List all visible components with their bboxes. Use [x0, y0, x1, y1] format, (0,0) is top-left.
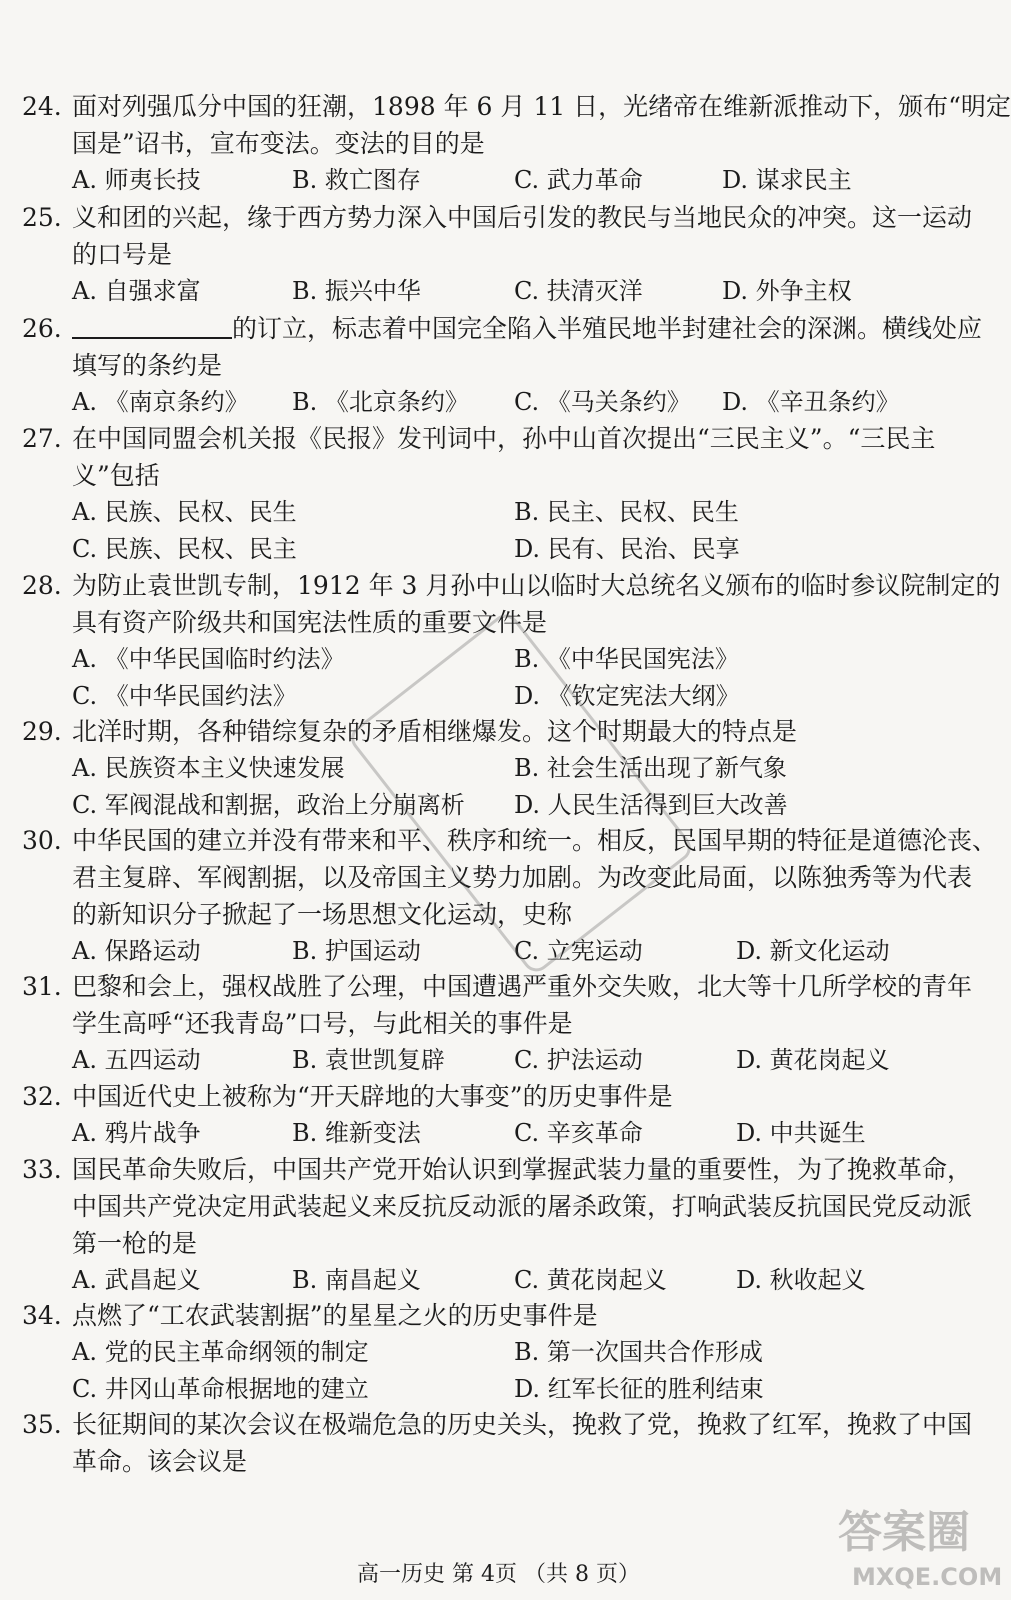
- option-b: B. 《北京条约》: [292, 388, 469, 416]
- option-c: C. 井冈山革命根据地的建立: [72, 1375, 369, 1403]
- option-c: C. 军阀混战和割据，政治上分崩离析: [72, 791, 465, 819]
- option-c: C. 《马关条约》: [514, 388, 691, 416]
- option-c: C. 《中华民国约法》: [72, 682, 297, 710]
- options-row: [0, 273, 997, 310]
- options-row: [0, 1334, 997, 1371]
- option-a: A. 自强求富: [72, 277, 201, 305]
- option-d: D. 红军长征的胜利结束: [514, 1375, 764, 1403]
- question-stem: [0, 88, 1011, 162]
- question-number: 28.: [22, 571, 62, 600]
- question-32: [0, 1078, 997, 1152]
- stem-line: 填写的条约是: [72, 351, 223, 380]
- option-a: A. 武昌起义: [72, 1266, 201, 1294]
- option-d: D. 外争主权: [722, 277, 852, 305]
- option-c: C. 扶清灭洋: [514, 277, 643, 305]
- stem-line: 中国近代史上被称为“开天辟地的大事变”的历史事件是: [72, 1082, 673, 1111]
- question-number: 27.: [22, 424, 62, 453]
- stem-line: 长征期间的某次会议在极端危急的历史关头，挽救了党，挽救了红军，挽救了中国: [72, 1410, 973, 1439]
- stem-line: 革命。该会议是: [72, 1447, 248, 1476]
- question-stem: [0, 968, 997, 1042]
- question-stem: [0, 1297, 997, 1334]
- question-number: 31.: [22, 972, 62, 1001]
- question-number: 26.: [22, 314, 62, 343]
- question-number: 29.: [22, 717, 62, 746]
- options-row: [0, 1371, 997, 1408]
- question-27: [0, 420, 997, 568]
- question-31: [0, 968, 997, 1079]
- question-34: [0, 1297, 997, 1408]
- stem-line: 义”包括: [72, 461, 160, 490]
- question-number: 32.: [22, 1082, 62, 1111]
- stem-line: 点燃了“工农武装割据”的星星之火的历史事件是: [72, 1301, 598, 1330]
- page-footer: 高一历史 第 4页 （共 8 页）: [357, 1562, 640, 1587]
- option-d: D. 秋收起义: [736, 1266, 866, 1294]
- question-33: [0, 1151, 997, 1299]
- option-b: B. 救亡图存: [292, 166, 421, 194]
- option-c: C. 立宪运动: [514, 937, 643, 965]
- question-number: 33.: [22, 1155, 62, 1184]
- question-25: [0, 199, 997, 310]
- option-d: D. 人民生活得到巨大改善: [514, 791, 788, 819]
- option-b: B. 振兴中华: [292, 277, 421, 305]
- stem-line: 义和团的兴起，缘于西方势力深入中国后引发的教民与当地民众的冲突。这一运动: [72, 203, 973, 232]
- option-a: A. 保路运动: [72, 937, 201, 965]
- option-b: B. 袁世凯复辟: [292, 1046, 445, 1074]
- stem-line: 第一枪的是: [72, 1229, 198, 1258]
- question-24: [0, 88, 1011, 199]
- option-a: A. 《南京条约》: [72, 388, 249, 416]
- option-d: D. 中共诞生: [736, 1119, 866, 1147]
- option-b: B. 《中华民国宪法》: [514, 645, 739, 673]
- stem-line: 具有资产阶级共和国宪法性质的重要文件是: [72, 608, 548, 637]
- option-b: B. 南昌起义: [292, 1266, 421, 1294]
- option-a: A. 民族资本主义快速发展: [72, 754, 345, 782]
- option-a: A. 师夷长技: [72, 166, 201, 194]
- options-row: [0, 162, 997, 199]
- option-c: C. 护法运动: [514, 1046, 643, 1074]
- question-stem: [0, 1406, 997, 1480]
- option-d: D. 黄花岗起义: [736, 1046, 890, 1074]
- question-number: 25.: [22, 203, 62, 232]
- stem-line: 为防止袁世凯专制，1912 年 3 月孙中山以临时大总统名义颁布的临时参议院制定的: [72, 571, 1001, 600]
- option-a: A. 民族、民权、民生: [72, 498, 297, 526]
- question-number: 24.: [22, 92, 62, 121]
- option-a: A. 《中华民国临时约法》: [72, 645, 345, 673]
- option-c: C. 辛亥革命: [514, 1119, 643, 1147]
- stem-line: 的新知识分子掀起了一场思想文化运动，史称: [72, 900, 573, 929]
- options-row: [0, 1262, 997, 1299]
- question-stem: [0, 1078, 997, 1115]
- watermark-logo-text: 答案圈: [838, 1507, 970, 1558]
- question-26: [0, 310, 997, 421]
- options-row: [0, 933, 997, 970]
- stem-line: 中国共产党决定用武装起义来反抗反动派的屠杀政策，打响武装反抗国民党反动派: [72, 1192, 973, 1221]
- option-c: C. 民族、民权、民主: [72, 535, 297, 563]
- fill-blank: [72, 311, 232, 339]
- question-number: 34.: [22, 1301, 62, 1330]
- option-a: A. 五四运动: [72, 1046, 201, 1074]
- question-number: 30.: [22, 826, 62, 855]
- stem-text: 的订立，标志着中国完全陷入半殖民地半封建社会的深渊。横线处应: [232, 314, 983, 343]
- stem-line: 中华民国的建立并没有带来和平、秩序和统一。相反，民国早期的特征是道德沦丧、: [72, 826, 998, 855]
- stem-line: 面对列强瓜分中国的狂潮，1898 年 6 月 11 日，光绪帝在维新派推动下，颁布“明定: [72, 92, 1011, 121]
- question-number: 35.: [22, 1410, 62, 1439]
- option-c: C. 武力革命: [514, 166, 643, 194]
- stem-line: 学生高呼“还我青岛”口号，与此相关的事件是: [72, 1009, 573, 1038]
- option-b: B. 护国运动: [292, 937, 421, 965]
- stem-line: 国是”诏书，宣布变法。变法的目的是: [72, 129, 485, 158]
- option-a: A. 党的民主革命纲领的制定: [72, 1338, 369, 1366]
- options-row: [0, 1042, 997, 1079]
- options-row: [0, 531, 997, 568]
- question-35: [0, 1406, 997, 1480]
- option-d: D. 民有、民治、民享: [514, 535, 740, 563]
- option-a: A. 鸦片战争: [72, 1119, 201, 1147]
- option-d: D. 新文化运动: [736, 937, 890, 965]
- option-d: D. 《钦定宪法大纲》: [514, 682, 740, 710]
- option-c: C. 黄花岗起义: [514, 1266, 667, 1294]
- option-b: B. 社会生活出现了新气象: [514, 754, 787, 782]
- option-d: D. 《辛丑条约》: [722, 388, 900, 416]
- question-stem: [0, 1151, 997, 1262]
- option-b: B. 维新变法: [292, 1119, 421, 1147]
- options-row: [0, 1115, 997, 1152]
- options-row: [0, 384, 997, 421]
- option-b: B. 第一次国共合作形成: [514, 1338, 763, 1366]
- option-b: B. 民主、民权、民生: [514, 498, 739, 526]
- stem-line: 君主复辟、军阀割据，以及帝国主义势力加剧。为改变此局面，以陈独秀等为代表: [72, 863, 973, 892]
- question-stem: [0, 420, 997, 494]
- question-stem: [0, 310, 997, 384]
- stem-line: 国民革命失败后，中国共产党开始认识到掌握武装力量的重要性，为了挽救革命，: [72, 1155, 973, 1184]
- watermark-site-text: MXQE.COM: [852, 1563, 1003, 1591]
- stem-line: [0, 310, 997, 347]
- stem-line: 巴黎和会上，强权战胜了公理，中国遭遇严重外交失败，北大等十几所学校的青年: [72, 972, 973, 1001]
- stem-line: 的口号是: [72, 240, 173, 269]
- stem-line: 北洋时期，各种错综复杂的矛盾相继爆发。这个时期最大的特点是: [72, 717, 798, 746]
- options-row: [0, 494, 997, 531]
- question-stem: [0, 199, 997, 273]
- stem-line: 在中国同盟会机关报《民报》发刊词中，孙中山首次提出“三民主义”。“三民主: [72, 424, 936, 453]
- option-d: D. 谋求民主: [722, 166, 852, 194]
